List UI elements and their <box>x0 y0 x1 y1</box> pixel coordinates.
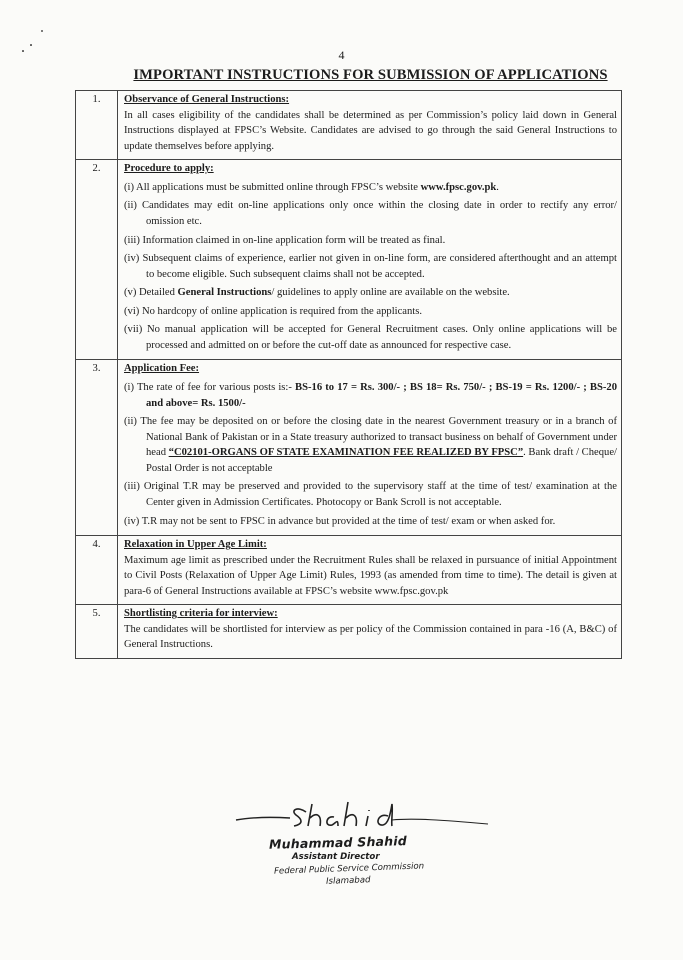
list-item: (ii) Candidates may edit on-line applications only once within the closing date in order to rectify any error/ omission etc. <box>124 200 617 227</box>
section-heading: Application Fee: <box>124 363 200 375</box>
signature-block <box>228 800 498 900</box>
section-heading: Shortlisting criteria for interview: <box>124 608 278 620</box>
section-row-2 <box>76 160 622 360</box>
list-item: (i) All applications must be submitted online through FPSC’s website www.fpsc.gov.pk. <box>124 181 499 193</box>
scan-speck <box>30 44 32 46</box>
list-item: (vi) No hardcopy of online application is required from the applicants. <box>124 305 423 317</box>
section-number: 2. <box>76 160 118 360</box>
section-content <box>118 605 622 659</box>
section-content <box>118 160 622 360</box>
list-item: (iii) Information claimed in on-line application form will be treated as final. <box>124 234 446 246</box>
document-title: IMPORTANT INSTRUCTIONS FOR SUBMISSION OF APPLICATIONS <box>133 67 608 83</box>
section-row-4 <box>76 536 622 605</box>
section-number: 1. <box>76 91 118 160</box>
section-row-3 <box>76 360 622 536</box>
signatory-organization: Federal Public Service Commission <box>273 861 425 877</box>
section-row-1 <box>76 91 622 160</box>
section-heading: Relaxation in Upper Age Limit: <box>124 539 267 551</box>
section-paragraph: Maximum age limit as prescribed under the Recruitment Rules shall be relaxed in pursuance of initial Appointment to Civil Posts (Relaxation of Upper Age Limit) Rules, 1993 (as amended from time to time). The detail is given at para-6 of General Instructions available at FPSC’s website www.fpsc.gov.pk <box>124 554 617 597</box>
list-item: (v) Detailed General Instructions/ guidelines to apply online are available on the website. <box>124 287 510 299</box>
list-item: (vii) No manual application will be accepted for General Recruitment cases. Only online applications will be processed and admitted on or before the cut-off date as announced for respective case. <box>124 324 617 351</box>
section-paragraph: In all cases eligibility of the candidates shall be determined as per Commission’s policy laid down in General Instructions displayed at FPSC’s Website. Candidates are advised to go through the said General Instructions to update themselves before applying. <box>124 109 617 152</box>
section-content <box>118 91 622 160</box>
signatory-city: Islamabad <box>325 875 371 887</box>
section-paragraph: The candidates will be shortlisted for interview as per policy of the Commission contained in para -16 (A, B&C) of General Instructions. <box>124 623 617 651</box>
section-number: 3. <box>76 360 118 536</box>
section-heading: Observance of General Instructions: <box>124 94 290 105</box>
section-content <box>118 536 622 605</box>
fee-deposit-item: (ii) The fee may be deposited on or before the closing date in the nearest Government treasury or in a branch of National Bank of Pakistan or in a State treasury authorized to transact business on behalf of Government under head “C02101-ORGANS OF STATE EXAMINATION FEE REALIZED BY FPSC”. Bank draft / Cheque/ Postal Order is not acceptable <box>124 416 617 474</box>
list-item: (iii) Original T.R may be preserved and provided to the supervisory staff at the time of test/ examination at the Center given in Admission Certificates. Photocopy or Bank Scroll is not acceptable. <box>124 481 617 508</box>
page-number: 4 <box>338 48 345 62</box>
section-number: 5. <box>76 605 118 659</box>
website-link[interactable]: www.fpsc.gov.pk <box>420 181 497 193</box>
list-item: (iv) Subsequent claims of experience, earlier not given in on-line form, are considered afterthought and an attempt to become eligible. Such subsequent claims shall not be accepted. <box>124 253 617 280</box>
fee-rate-item: (i) The rate of fee for various posts is:- BS-16 to 17 = Rs. 300/- ; BS 18= Rs. 750/- ; BS-19 = Rs. 1200/- ; BS-20 and above= Rs. 1500/- <box>124 382 617 409</box>
section-content <box>118 360 622 536</box>
signatory-name: Muhammad Shahid <box>268 833 408 852</box>
section-heading: Procedure to apply: <box>124 163 214 175</box>
signatory-designation: Assistant Director <box>292 852 380 862</box>
instructions-table <box>75 90 622 659</box>
scan-speck <box>41 30 43 32</box>
section-number: 4. <box>76 536 118 605</box>
section-row-5 <box>76 605 622 659</box>
list-item: (iv) T.R may not be sent to FPSC in advance but provided at the time of test/ exam or when asked for. <box>124 515 556 527</box>
